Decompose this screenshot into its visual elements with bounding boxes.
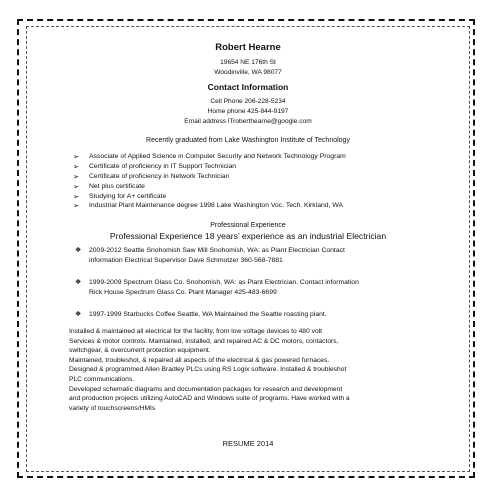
list-item: ➢ Certificate of proficiency in Network Technician	[73, 171, 230, 181]
summary-line: PLC communications.	[69, 375, 135, 383]
job-line: information Electrical Supervisor Dave Schmotzer 360-568-7881	[89, 256, 283, 264]
job-line: 1997-1999 Starbucks Coffee Seattle, WA Maintained the Seattle roasting plant.	[89, 311, 327, 318]
diamond-bullet-icon: ❖	[75, 311, 82, 318]
summary-line: Designed & programmed Allen Bradley PLCs using RS Logix software. Installed & troubleshot	[69, 366, 347, 374]
job-entry	[75, 310, 459, 320]
resume-document	[26, 26, 470, 472]
education-line: Recently graduated from Lake Washington Institute of Technology	[146, 137, 350, 144]
applicant-name: Robert Hearne	[215, 42, 281, 53]
cell-phone: Cell Phone 206-228-5234	[210, 98, 286, 105]
summary-line: Installed & maintained all electrical for the facility, from low voltage devices to 480 volt	[69, 328, 323, 335]
experience-heading: Professional Experience	[210, 222, 286, 229]
summary-line: Maintained, troubleshot, & repaired all aspects of the electrical & gas powered furnaces.	[69, 356, 330, 364]
experience-subheading: Professional Experience 18 years’ experience as an industrial Electrician	[109, 231, 387, 241]
list-item: ➢ Certificate of proficiency in IT Support Technician	[73, 161, 237, 171]
arrow-bullet-icon: ➢	[73, 201, 80, 211]
diamond-bullet-icon: ❖	[75, 247, 82, 254]
job-line: 2009-2012 Seattle Snohomish Saw Mill Snohomish, WA: as Plant Electrician Contact	[89, 247, 345, 254]
summary-line: variety of touchscreens/HMIs	[69, 404, 156, 412]
summary-line: Developed schematic diagrams and documentation packages for research and development	[69, 385, 343, 393]
address-line1: 19654 NE 176th St	[220, 59, 276, 66]
list-item: ➢ Net plus certificate	[73, 181, 145, 191]
arrow-bullet-icon: ➢	[73, 191, 80, 201]
home-phone: Home phone 425-844-9197	[207, 108, 289, 115]
job-entry	[75, 246, 459, 265]
job-line: 1999-2009 Spectrum Glass Co. Snohomish, WA: as Plant Electrician. Contact information	[89, 279, 359, 286]
contact-heading: Contact Information	[207, 82, 289, 92]
resume-footer: RESUME 2014	[222, 439, 274, 448]
arrow-bullet-icon: ➢	[73, 161, 80, 171]
qualifications-list	[73, 152, 463, 211]
arrow-bullet-icon: ➢	[73, 152, 80, 161]
job-entry	[75, 278, 459, 297]
list-item: ➢ Associate of Applied Science in Computer Security and Network Technology Program	[73, 152, 346, 161]
summary-line: Services & motor controls. Maintained, installed, and repaired AC & DC motors, contactors,	[69, 337, 339, 345]
arrow-bullet-icon: ➢	[73, 171, 80, 181]
list-item: ➢ Studying for A+ certificate	[73, 191, 167, 201]
diamond-bullet-icon: ❖	[75, 279, 82, 286]
arrow-bullet-icon: ➢	[73, 181, 80, 191]
summary-line: and production projects utilizing AutoCAD and Windows suite of programs. Have worked with a	[69, 395, 350, 403]
summary-line: switchgear, & overcurrent protection equipment.	[69, 347, 211, 355]
address-line2: Woodinville, WA 98077	[214, 69, 282, 76]
work-summary	[69, 327, 469, 413]
job-line: Rick House Spectrum Glass Co. Plant Manager 425-483-6699	[89, 288, 277, 296]
list-item: ➢ Industrial Plant Maintenance degree 1998 Lake Washington Voc. Tech. Kirkland, WA	[73, 201, 344, 211]
email-address: Email address lTroberthearne@google.com	[184, 118, 312, 125]
